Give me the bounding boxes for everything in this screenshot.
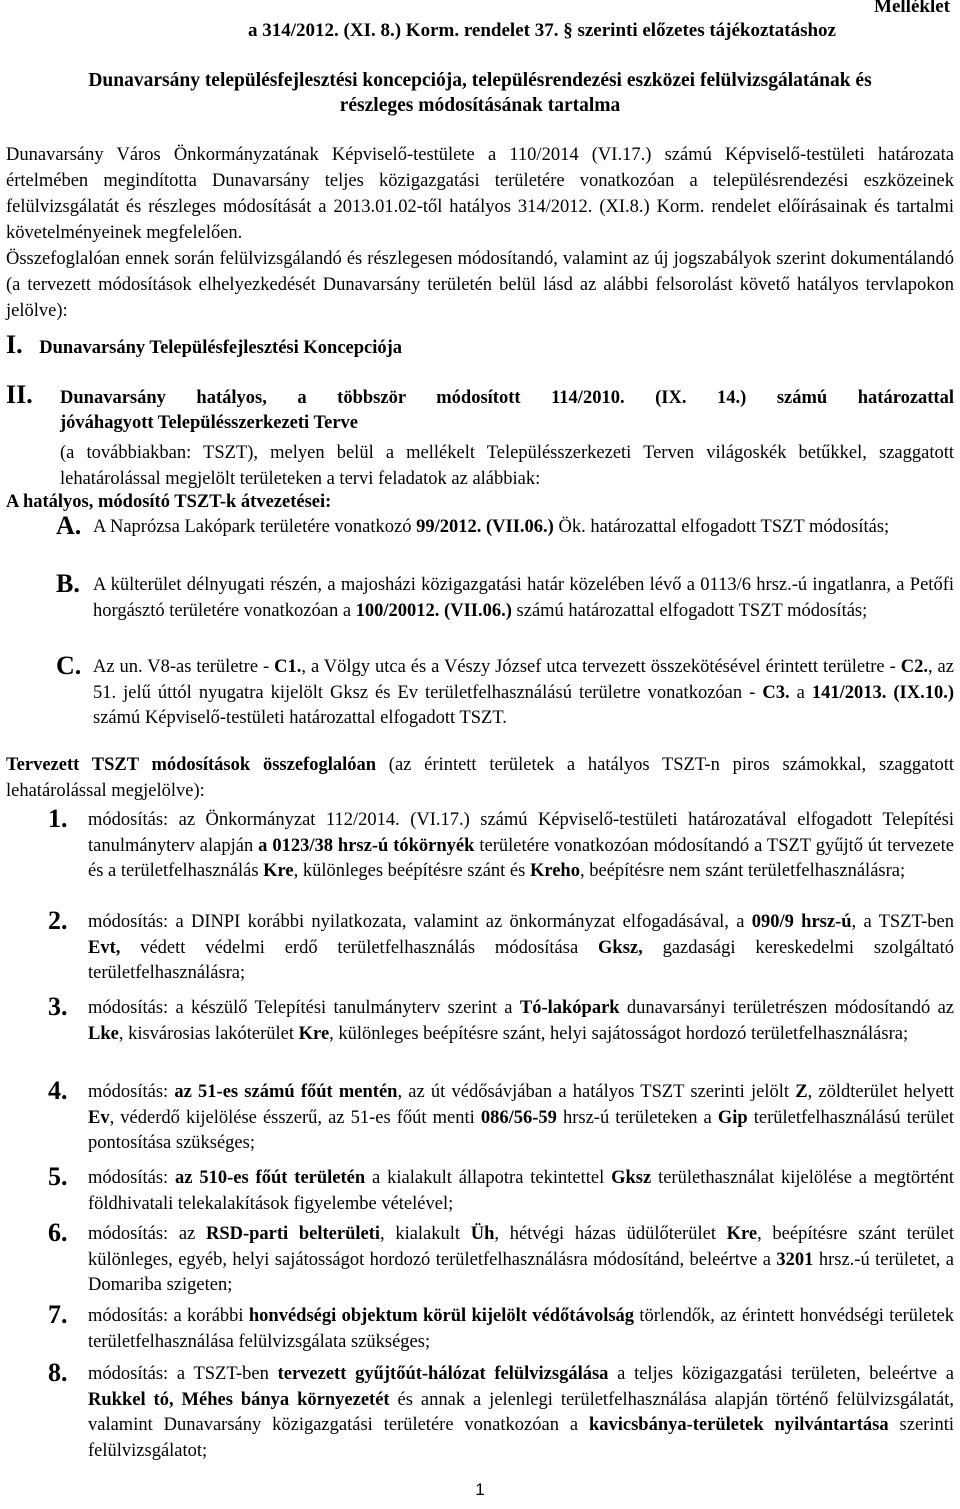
handover-heading: A hatályos, módosító TSZT-k átvezetései: (6, 492, 332, 512)
section-1-heading (6, 330, 402, 360)
document-title (0, 68, 960, 118)
handover-item-text: Az un. V8-as területre - C1., a Völgy utca és a Vészy József utca tervezett összekötésével érintett területre - C2., az 51. jelű úttól nyugatra kijelölt Gksz és Ev területfelhasználású területre vonatkozóan - C3. a 141/2013. (IX.10.) számú Képviselő-testületi határozattal elfogadott TSZT. (93, 657, 954, 728)
section-2-note: (a továbbiakban: TSZT), melyen belül a mellékelt Településszerkezeti Terven világoskék betűkkel, szaggatott lehatárolással megjelölt területeken a tervi feladatok az alábbiak: (60, 443, 954, 489)
handover-item-text: A Naprózsa Lakópark területére vonatkozó 99/2012. (VII.06.) Ök. határozattal elfogadott TSZT módosítás; (93, 517, 890, 537)
modification-number: 6. (48, 1218, 68, 1247)
section-2-heading (6, 380, 954, 436)
modification-number: 5. (48, 1162, 68, 1191)
handover-item-letter: B. (56, 569, 80, 598)
modification-number: 3. (48, 992, 68, 1021)
modification-number: 7. (48, 1300, 68, 1329)
intro-paragraph-2: Összefoglalóan ennek során felülvizsgálandó és részlegesen módosítandó, valamint az új jogszabályok szerint dokumentálandó (a tervezett módosítások elhelyezkedését Dunavarsány területén belül lásd az alábbi felsorolást követő hatályos tervlapokon jelölve): (6, 249, 954, 321)
modification-number: 1. (48, 804, 68, 833)
section-1-title: Dunavarsány Településfejlesztési Koncepciója (39, 338, 403, 358)
modification-text: módosítás: a készülő Telepítési tanulmányterv szerint a Tó-lakópark dunavarsányi területrészen módosítandó az Lke, kisvárosias lakóterület Kre, különleges beépítésre szánt, helyi sajátosságot hordozó területfelhasználásra; (88, 998, 955, 1044)
modification-text: módosítás: az 51-es számú főút mentén, az út védősávjában a hatályos TSZT szerinti jelölt Z, zöldterület helyett Ev, véderdő kijelölése ésszerű, az 51-es főút menti 086/56-59 hrsz-ú területeken a Gip területfelhasználású terület pontosítása szükséges; (88, 1082, 955, 1153)
page-number: 1 (475, 1480, 485, 1499)
modification-number: 8. (48, 1358, 68, 1387)
modification-text: módosítás: a korábbi honvédségi objektum körül kijelölt védőtávolság törlendők, az érintett honvédségi területek területfelhasználása felülvizsgálata szükséges; (88, 1306, 954, 1352)
modification-text: módosítás: a DINPI korábbi nyilatkozata, valamint az önkormányzat elfogadásával, a 090/9 hrsz-ú, a TSZT-ben Evt, védett védelmi erdő területfelhasználás módosítása Gksz, gazdasági kereskedelmi szolgáltató területfelhasználásra; (88, 912, 954, 983)
modification-number: 4. (48, 1076, 68, 1105)
decree-reference: a 314/2012. (XI. 8.) Korm. rendelet 37. § szerinti előzetes tájékoztatáshoz (248, 20, 836, 41)
title-line-1: Dunavarsány településfejlesztési koncepciója, településrendezési eszközei felülvizsgálatának és (88, 70, 872, 91)
section-2-title-line-2: jóváhagyott Településszerkezeti Terve (60, 413, 359, 433)
intro-paragraph-1: Dunavarsány Város Önkormányzatának Képviselő-testülete a 110/2014 (VI.17.) számú Képviselő-testületi határozata értelmében megindította Dunavarsány teljes közigazgatási területére vonatkozóan a településrendezési eszközeinek felülvizsgálatát és részleges módosítását a 2013.01.02-től hatályos 314/2012. (XI.8.) Korm. rendelet előírásainak és tartalmi követelményeinek megfelelően. (6, 145, 954, 243)
modification-text: módosítás: az 510-es főút területén a kialakult állapotra tekintettel Gksz területhasználat kijelölése a megtörtént földhivatali telekalakítások figyelembe vételével; (88, 1168, 954, 1214)
modification-text: módosítás: az Önkormányzat 112/2014. (VI.17.) számú Képviselő-testületi határozatával elfogadott Telepítési tanulmányterv alapján a 0123/38 hrsz-ú tókörnyék területére vonatkozóan módosítandó a TSZT gyűjtő út tervezete és a területfelhasználás Kre, különleges beépítésre szánt és Kreho, beépítésre nem szánt területfelhasználásra; (88, 810, 954, 881)
planned-heading (6, 752, 954, 804)
modification-text: módosítás: a TSZT-ben tervezett gyűjtőút-hálózat felülvizsgálása a teljes közigazgatási területen, beleértve a Rukkel tó, Méhes bánya környezetét és annak a jelenlegi területfelhasználása alapján történő felülvizsgálatát, valamint Dunavarsány közigazgatási területére vonatkozóan a kavicsbánya-területek nyilvántartása szerinti felülvizsgálatot; (88, 1364, 955, 1461)
planned-heading-rest: (az érintett területek a hatályos TSZT-n piros számokkal, szaggatott lehatárolással megjelölve): (6, 755, 954, 801)
section-1-label: I. (6, 330, 23, 359)
planned-heading-bold: Tervezett TSZT módosítások összefoglalóan (6, 755, 377, 775)
handover-item-letter: A. (56, 511, 82, 540)
modification-text: módosítás: az RSD-parti belterületi, kialakult Üh, hétvégi házas üdülőterület Kre, beépítésre szánt terület különleges, egyéb, helyi sajátosságot hordozó területfelhasználásra módosítánd, beleértve a 3201 hrsz.-ú területet, a Domariba szigeten; (88, 1224, 955, 1295)
handover-item-text: A külterület délnyugati részén, a majosházi közigazgatási határ közelében lévő a 0113/6 hrsz.-ú ingatlanra, a Petőfi horgásztó területére vonatkozóan a 100/20012. (VII.06.) számú határozattal elfogadott TSZT módosítás; (93, 575, 954, 621)
handover-item-letter: C. (56, 651, 82, 680)
modification-number: 2. (48, 906, 68, 935)
section-2-title-line-1: Dunavarsány hatályos, a többször módosított 114/2010. (IX. 14.) számú határozattal (60, 388, 954, 408)
annex-label: Melléklet (874, 0, 950, 17)
title-line-2: részleges módosításának tartalma (339, 95, 621, 116)
section-2-label: II. (6, 380, 33, 409)
